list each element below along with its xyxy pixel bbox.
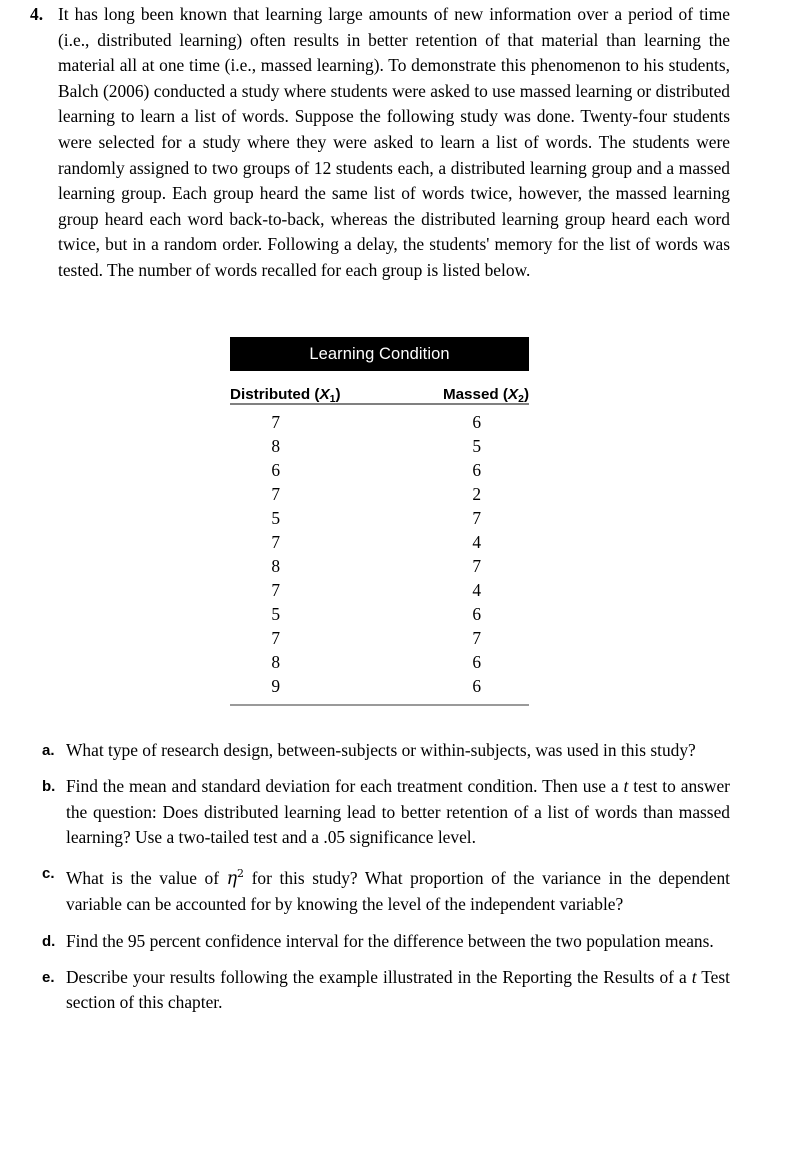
subquestion-text: Find the 95 percent confidence interval for the difference between the two population means. <box>66 930 714 951</box>
column-header-distributed: Distributed $(X_1)$ <box>230 386 341 405</box>
table-cell-massed: 7 <box>472 556 482 576</box>
column-header-massed-variable: X <box>507 386 519 403</box>
table-cell-distributed: 9 <box>271 676 281 696</box>
table-row <box>230 602 529 626</box>
italic-symbol: t <box>691 966 697 987</box>
column-header-massed-label: Massed <box>442 386 499 403</box>
table-cell-distributed: 8 <box>271 556 281 576</box>
subquestion-item <box>42 774 730 850</box>
subquestion-text: What type of research design, between-subjects or within-subjects, was used in this study? <box>66 740 696 760</box>
subquestion-item <box>42 929 730 954</box>
table-cell-distributed: 5 <box>271 604 281 624</box>
table-cell-distributed: 7 <box>271 412 281 432</box>
table-row <box>230 650 529 674</box>
table-cell-massed: 4 <box>472 580 482 600</box>
table-cell-massed: 6 <box>472 676 482 696</box>
table-cell-massed: 6 <box>472 652 482 672</box>
table-cell-massed: 7 <box>472 508 482 528</box>
table-cell-distributed: 8 <box>271 436 281 456</box>
table-cell-massed: 4 <box>472 532 482 552</box>
subquestion-text: Find the mean and standard deviation for each treatment condition. Then use a t test to answer the question: Does distributed learning lead to better retention of a list of words than massed learning? Use a two-tailed test and a .05 significance level. <box>66 776 730 847</box>
table-body <box>230 405 529 706</box>
table-cell-distributed: 7 <box>271 484 281 504</box>
eta-squared-symbol: $\eta^2$ <box>226 867 245 889</box>
table-column-headers <box>230 371 529 405</box>
table-cell-massed: 7 <box>472 628 482 648</box>
table-cell-distributed: 6 <box>271 460 281 480</box>
table-cell-massed: 6 <box>472 604 482 624</box>
data-table <box>230 337 529 706</box>
table-row <box>230 554 529 578</box>
subquestion-marker: c. <box>42 865 55 883</box>
table-cell-distributed: 5 <box>271 508 281 528</box>
eta-exponent: 2 <box>237 867 245 881</box>
subquestion-item <box>42 965 730 1016</box>
column-header-distributed-label: Distributed <box>230 386 311 403</box>
italic-symbol: t <box>623 776 629 797</box>
table-cell-massed: 5 <box>472 436 482 456</box>
table-row <box>230 434 529 458</box>
table-row <box>230 410 529 434</box>
table-cell-massed: 6 <box>472 412 482 432</box>
table-cell-distributed: 7 <box>271 532 281 552</box>
subquestion-text: What is the value of $\eta^2$ for this study? What proportion of the variance in the dependent variable can be accounted for by knowing the level of the independent variable? <box>66 867 730 915</box>
table-row <box>230 482 529 506</box>
problem-paragraph: It has long been known that learning large amounts of new information over a period of time (i.e., distributed learning) often results in better retention of that material than learning the material all at one time (i.e., massed learning). To demonstrate this phenomenon to his students, Balch (2006) conducted a study where students were asked to use massed learning or distributed learning to learn a list of words. Suppose the following study was done. Twenty-four students were selected for a study where they were asked to learn a list of words. The students were randomly assigned to two groups of 12 students each, a distributed learning group and a massed learning group. Each group heard the same list of words twice, however, the massed learning group heard each word back-to-back, whereas the distributed learning group heard each word twice, but in a random order. Following a delay, the students' memory for the list of words was tested. The number of words recalled for each group is listed below. <box>58 4 730 280</box>
column-header-distributed-variable: X <box>319 386 330 403</box>
table-cell-distributed: 7 <box>271 628 281 648</box>
problem-statement <box>30 2 730 284</box>
table-row <box>230 578 529 602</box>
column-header-distributed-subscript: 1 <box>329 393 336 405</box>
subquestion-text: Describe your results following the example illustrated in the Reporting the Results of a t Test section of this chapter. <box>66 966 730 1013</box>
subquestion-item <box>42 861 730 917</box>
table-cell-distributed: 7 <box>271 580 281 600</box>
table-cell-massed: 6 <box>472 460 482 480</box>
subquestion-marker: e. <box>42 968 55 986</box>
problem-number: 4. <box>30 4 44 24</box>
table-row <box>230 626 529 650</box>
subquestion-item <box>42 738 730 763</box>
subquestion-list <box>42 738 730 1026</box>
problem-head <box>30 2 730 284</box>
column-header-massed-subscript: 2 <box>518 393 524 405</box>
table-row <box>230 674 529 698</box>
table-row <box>230 506 529 530</box>
table-row <box>230 458 529 482</box>
table-cell-massed: 2 <box>472 484 482 504</box>
subquestion-marker: d. <box>42 932 56 950</box>
table-banner-title: Learning Condition <box>230 337 529 371</box>
subquestion-marker: b. <box>42 778 56 796</box>
subquestion-marker: a. <box>42 742 55 759</box>
column-header-massed: Massed $(X_2)$ <box>442 386 529 405</box>
table-cell-distributed: 8 <box>271 652 281 672</box>
table-row <box>230 530 529 554</box>
